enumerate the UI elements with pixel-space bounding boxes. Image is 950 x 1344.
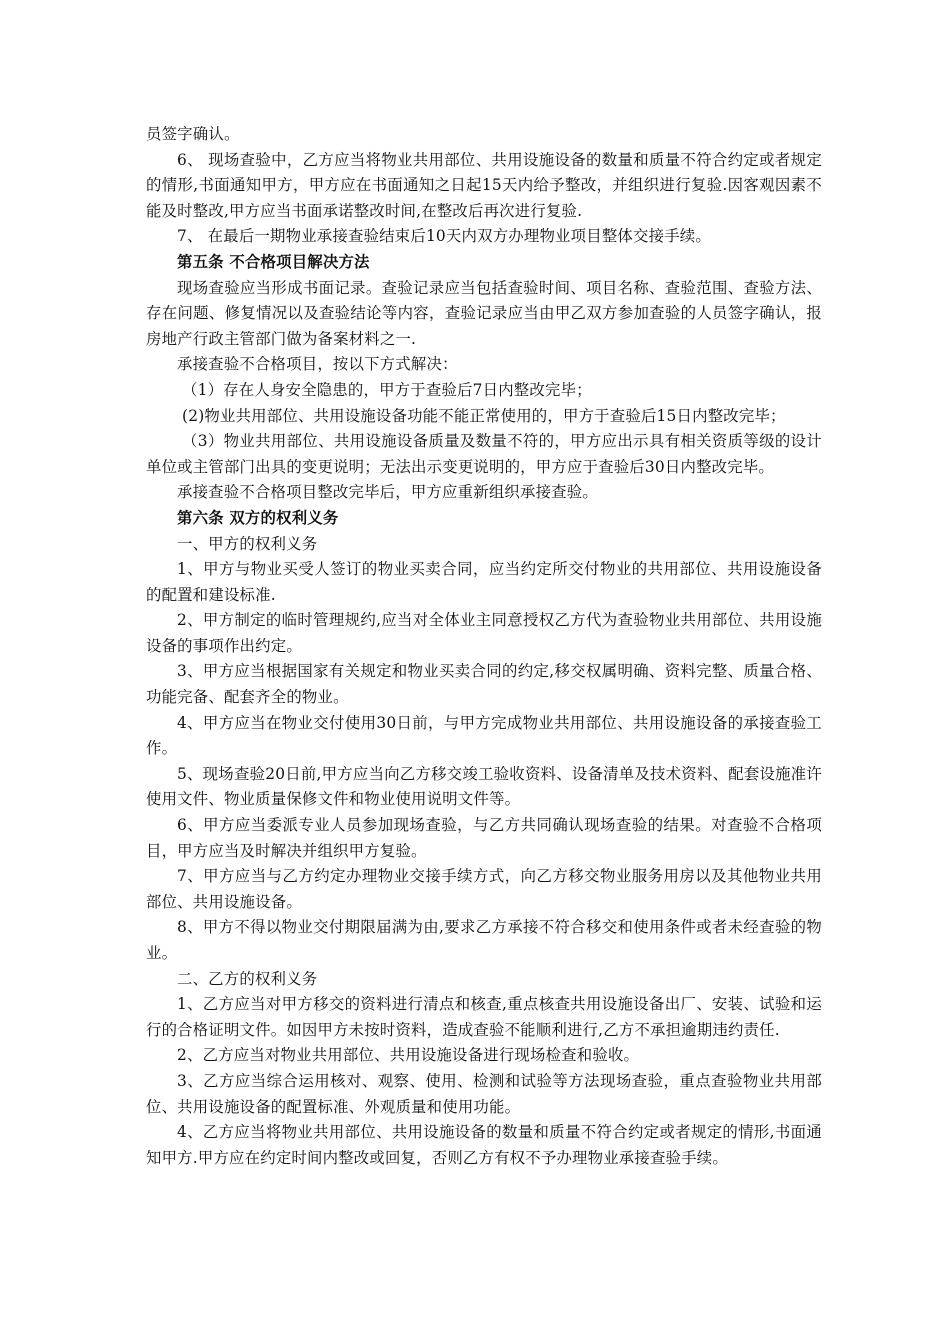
paragraph: 7、甲方应当与乙方约定办理物业交接手续方式，向乙方移交物业服务用房以及其他物业共用部位、共用设施设备。 <box>146 867 822 911</box>
paragraph: 2、乙方应当对物业共用部位、共用设施设备进行现场检查和验收。 <box>177 1046 640 1065</box>
section-heading: 第五条 不合格项目解决方法 <box>177 252 370 271</box>
paragraph: 承接查验不合格项目，按以下方式解决： <box>177 355 458 374</box>
paragraph: 二、乙方的权利义务 <box>177 969 318 988</box>
paragraph: 5、现场查验20日前,甲方应当向乙方移交竣工验收资料、设备清单及技术资料、配套设施准许使用文件、物业质量保修文件和物业使用说明文件等。 <box>146 764 822 809</box>
paragraph: 3、乙方应当综合运用核对、观察、使用、检测和试验等方法现场查验，重点查验物业共用部位、共用设施设备的配置标准、外观质量和使用功能。 <box>146 1071 822 1116</box>
paragraph: 8、甲方不得以物业交付期限届满为由,要求乙方承接不符合移交和使用条件或者未经查验的物业。 <box>146 918 822 962</box>
paragraph: 1、乙方应当对甲方移交的资料进行清点和核查,重点核查共用设施设备出厂、安装、试验和运行的合格证明文件。如因甲方未按时资料，造成查验不能顺利进行,乙方不承担逾期违约责任. <box>146 995 822 1039</box>
document-body <box>146 122 822 1171</box>
paragraph: 6、 现场查验中，乙方应当将物业共用部位、共用设施设备的数量和质量不符合约定或者规定的情形,书面通知甲方，甲方应在书面通知之日起15天内给予整改，并组织进行复验.因客观因素不能及时整改,甲方应当书面承诺整改时间,在整改后再次进行复验. <box>146 150 822 220</box>
paragraph: （3）物业共用部位、共用设施设备质量及数量不符的，甲方应出示具有相关资质等级的设计单位或主管部门出具的变更说明；无法出示变更说明的，甲方应于查验后30日内整改完毕。 <box>146 432 822 476</box>
paragraph: (2)物业共用部位、共用设施设备功能不能正常使用的，甲方于查验后15日内整改完毕； <box>182 406 786 425</box>
paragraph: 2、甲方制定的临时管理规约,应当对全体业主同意授权乙方代为查验物业共用部位、共用设施设备的事项作出约定。 <box>146 611 822 655</box>
paragraph: 员签字确认。 <box>146 125 240 143</box>
paragraph: 一、甲方的权利义务 <box>177 534 318 553</box>
paragraph: 4、乙方应当将物业共用部位、共用设施设备的数量和质量不符合约定或者规定的情形,书面通知甲方.甲方应在约定时间内整改或回复，否则乙方有权不予办理物业承接查验手续。 <box>146 1123 822 1167</box>
paragraph: （1）存在人身安全隐患的，甲方于查验后7日内整改完毕； <box>182 380 592 399</box>
paragraph: 7、 在最后一期物业承接查验结束后10天内双方办理物业项目整体交接手续。 <box>177 227 711 246</box>
paragraph: 6、甲方应当委派专业人员参加现场查验，与乙方共同确认现场查验的结果。对查验不合格项目，甲方应当及时解决并组织甲方复验。 <box>146 816 822 860</box>
paragraph: 4、甲方应当在物业交付使用30日前，与甲方完成物业共用部位、共用设施设备的承接查验工作。 <box>146 713 822 758</box>
paragraph: 1、甲方与物业买受人签订的物业买卖合同，应当约定所交付物业的共用部位、共用设施设备的配置和建设标准. <box>146 560 822 604</box>
paragraph: 承接查验不合格项目整改完毕后，甲方应重新组织承接查验。 <box>177 483 598 502</box>
paragraph: 现场查验应当形成书面记录。查验记录应当包括查验时间、项目名称、查验范围、查验方法、存在问题、修复情况以及查验结论等内容，查验记录应当由甲乙双方参加查验的人员签字确认，报房地产行政主管部门做为备案材料之一. <box>146 278 822 348</box>
paragraph: 3、甲方应当根据国家有关规定和物业买卖合同的约定,移交权属明确、资料完整、质量合格、功能完备、配套齐全的物业。 <box>146 662 822 707</box>
section-heading: 第六条 双方的权利义务 <box>177 508 339 527</box>
